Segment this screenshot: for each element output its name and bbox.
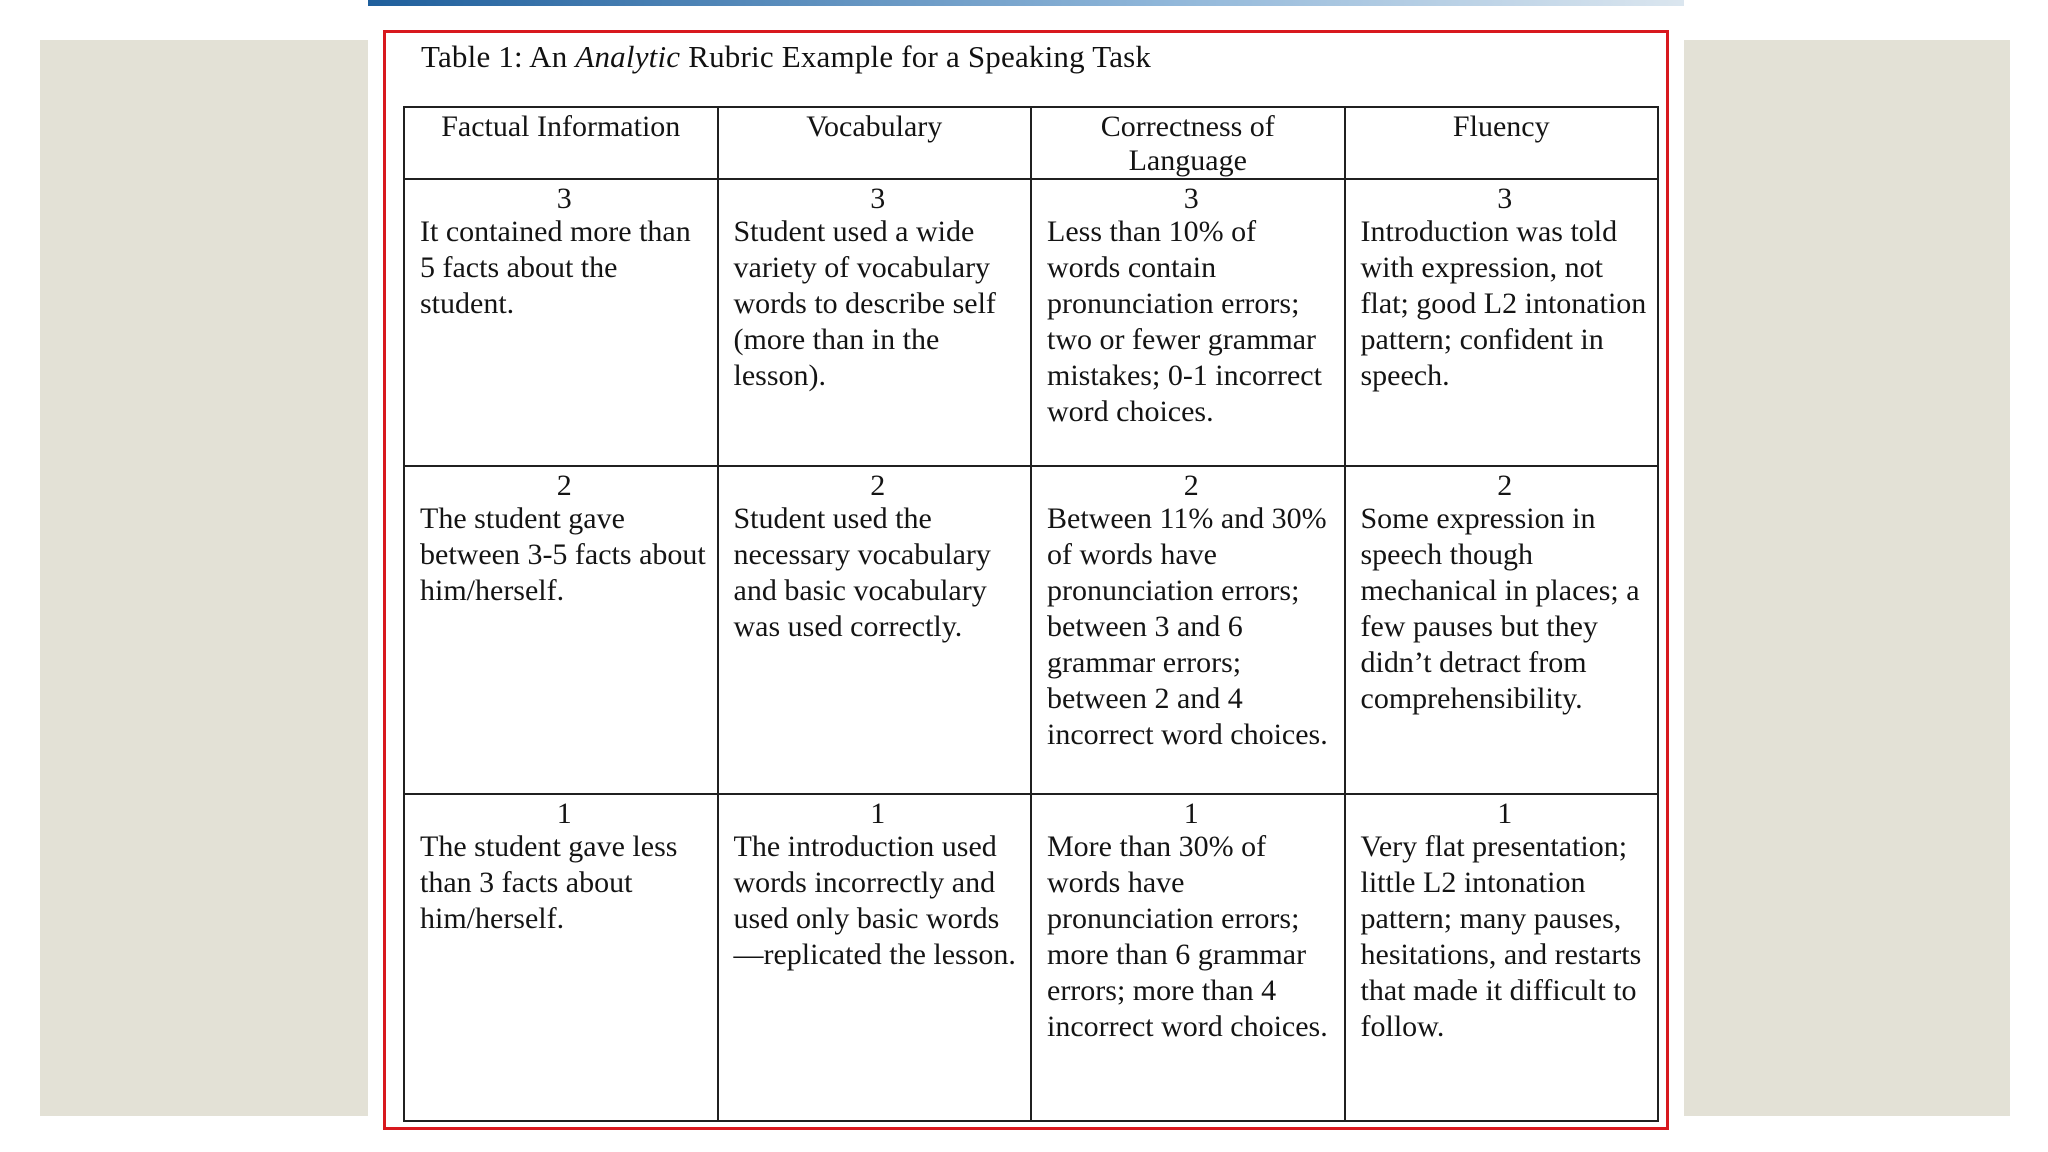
table-cell bbox=[404, 794, 718, 1121]
score-label: 1 bbox=[1183, 796, 1199, 830]
table-cell bbox=[1031, 179, 1345, 466]
column-header: Correctness of Language bbox=[1031, 107, 1345, 179]
score-label: 3 bbox=[556, 182, 572, 215]
table-row bbox=[404, 179, 1658, 466]
criterion-text: Student used a wide variety of vocabulary words to describe self (more than in the lesson). bbox=[733, 215, 996, 392]
score-label: 3 bbox=[870, 182, 886, 215]
table-cell bbox=[1031, 466, 1345, 793]
score-label: 2 bbox=[1497, 469, 1513, 503]
score-label: 3 bbox=[1183, 182, 1199, 215]
criterion-text: Between 11% and 30% of words have pronunciation errors; between 3 and 6 grammar errors; between 2 and 4 incorrect word choices. bbox=[1047, 502, 1328, 752]
table-cell bbox=[1345, 179, 1659, 466]
criterion-text: The student gave less than 3 facts about him/herself. bbox=[420, 829, 678, 935]
column-header: Fluency bbox=[1345, 107, 1659, 179]
criterion-text: Introduction was told with expression, not flat; good L2 intonation pattern; confident in speech. bbox=[1360, 215, 1647, 392]
table-cell bbox=[718, 179, 1032, 466]
criterion-text: It contained more than 5 facts about the student. bbox=[420, 215, 691, 320]
table-cell bbox=[718, 794, 1032, 1121]
score-label: 2 bbox=[1183, 469, 1199, 503]
caption-suffix: Rubric Example for a Speaking Task bbox=[680, 39, 1152, 74]
score-label: 1 bbox=[870, 796, 886, 830]
criterion-text: Very flat presentation; little L2 intonation pattern; many pauses, hesitations, and restarts that made it difficult to follow. bbox=[1360, 829, 1642, 1043]
header-row bbox=[404, 107, 1658, 179]
table-cell bbox=[718, 466, 1032, 793]
caption-prefix: Table 1: An bbox=[421, 39, 576, 74]
score-label: 1 bbox=[1497, 796, 1513, 830]
score-label: 1 bbox=[556, 796, 572, 830]
score-label: 3 bbox=[1497, 182, 1513, 215]
criterion-text: More than 30% of words have pronunciation errors; more than 6 grammar errors; more than 4 incorrect word choices. bbox=[1047, 829, 1328, 1043]
table-cell bbox=[404, 466, 718, 793]
rubric-figure bbox=[383, 30, 1669, 1130]
criterion-text: The student gave between 3-5 facts about him/herself. bbox=[420, 502, 706, 608]
caption-italic: Analytic bbox=[575, 39, 681, 74]
table-row bbox=[404, 794, 1658, 1121]
table-cell bbox=[1345, 794, 1659, 1121]
column-header: Factual Information bbox=[404, 107, 718, 179]
score-label: 2 bbox=[870, 469, 886, 503]
table-row bbox=[404, 466, 1658, 793]
table-cell bbox=[1345, 466, 1659, 793]
criterion-text: Some expression in speech though mechanical in places; a few pauses but they didn’t detract from comprehensibility. bbox=[1360, 502, 1640, 716]
criterion-text: Student used the necessary vocabulary and basic vocabulary was used correctly. bbox=[733, 502, 991, 644]
table-cell bbox=[404, 179, 718, 466]
rubric-table bbox=[403, 106, 1659, 1122]
criterion-text: The introduction used words incorrectly and used only basic words—replicated the lesson. bbox=[733, 829, 1016, 971]
column-header: Vocabulary bbox=[718, 107, 1032, 179]
table-caption bbox=[421, 39, 1151, 75]
score-label: 2 bbox=[556, 469, 572, 503]
table-cell bbox=[1031, 794, 1345, 1121]
criterion-text: Less than 10% of words contain pronunciation errors; two or fewer grammar mistakes; 0-1 incorrect word choices. bbox=[1047, 215, 1322, 428]
